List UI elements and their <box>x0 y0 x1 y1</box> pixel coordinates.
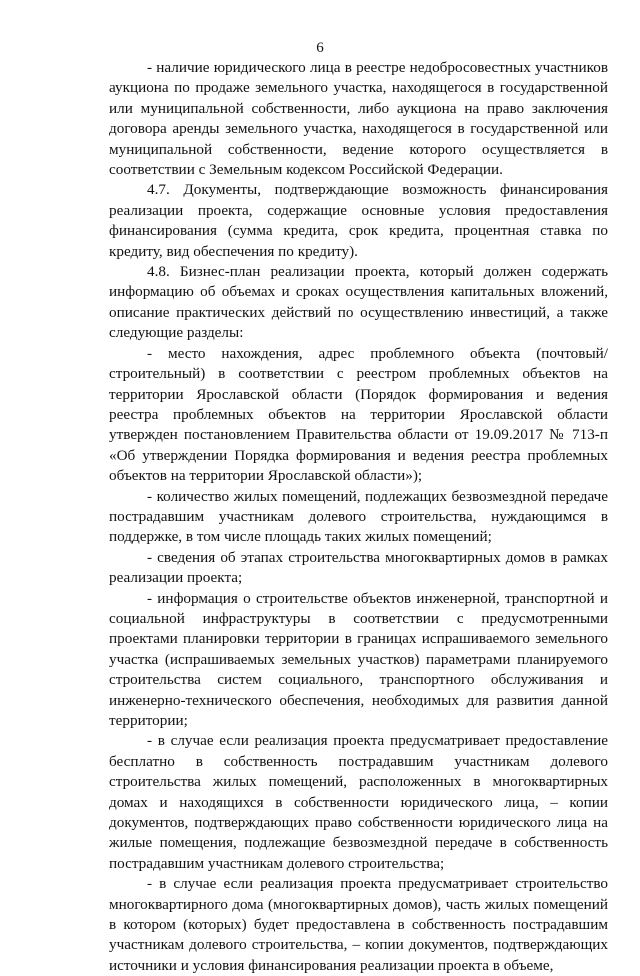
paragraph-4-7-financing-documents: 4.7. Документы, подтверждающие возможность финансирования реализации проекта, содержащие основные условия предоставления финансирования (сумма кредита, срок кредита, процентная ставка по кредиту, вид обеспечения по кредиту). <box>109 181 608 260</box>
paragraph-object-location: - место нахождения, адрес проблемного объекта (почтовый/строительный) в соответствии с реестром проблемных объектов на территории Ярославской области (Порядок формирования и ведения реестра проблемных объектов на территории Ярославской области утвержден постановлением Правительства области от 19.09.2017 № 713-п «Об утверждении Порядка формирования и ведения реестра проблемных объектов на территории Ярославской области»); <box>109 344 608 485</box>
paragraph-financing-sources: - в случае если реализация проекта предусматривает строительство многоквартирного дома (многоквартирных домов), часть жилых помещений в котором (которых) будет предоставлена в собственность пострадавшим участникам долевого строительства, – копии документов, подтверждающих источники и условия финансирования реализации проекта в объеме, <box>109 875 608 974</box>
page-number: 6 <box>316 40 324 56</box>
paragraph-residential-units-count: - количество жилых помещений, подлежащих безвозмездной передаче пострадавшим участникам долевого строительства, нуждающимся в поддержке, в том числе площадь таких жилых помещений; <box>109 487 608 546</box>
paragraph-infrastructure-info: - информация о строительстве объектов инженерной, транспортной и социальной инфраструктуры в соответствии с предусмотренными проектами планировки территории в границах испрашиваемого земельного участка (испрашиваемых земельных участков) параметрами планируемого строительства систем социального, транспортного обслуживания и инженерно-технического обеспечения, необходимых для развития данной территории; <box>109 589 608 729</box>
document-body <box>109 58 608 976</box>
paragraph-construction-stages: - сведения об этапах строительства многоквартирных домов в рамках реализации проекта; <box>109 548 608 587</box>
paragraph-4-8-business-plan: 4.8. Бизнес-план реализации проекта, который должен содержать информацию об объемах и сроках осуществления капитальных вложений, описание практических действий по осуществлению инвестиций, а также следующие разделы: <box>109 263 608 342</box>
paragraph-unfair-participants-registry: - наличие юридического лица в реестре недобросовестных участников аукциона по продаже земельного участка, находящегося в государственной или муниципальной собственности, либо аукциона на право заключения договора аренды земельного участка, находящегося в государственной или муниципальной собственности, ведение которого осуществляется в соответствии с Земельным кодексом Российской Федерации. <box>109 59 608 179</box>
paragraph-ownership-documents: - в случае если реализация проекта предусматривает предоставление бесплатно в собственность пострадавшим участникам долевого строительства жилых помещений, расположенных в многоквартирных домах и находящихся в собственности юридического лица, – копии документов, подтверждающих право собственности юридического лица на жилые помещения, подлежащие безвозмездной передаче в собственность пострадавшим участникам долевого строительства; <box>109 732 608 872</box>
